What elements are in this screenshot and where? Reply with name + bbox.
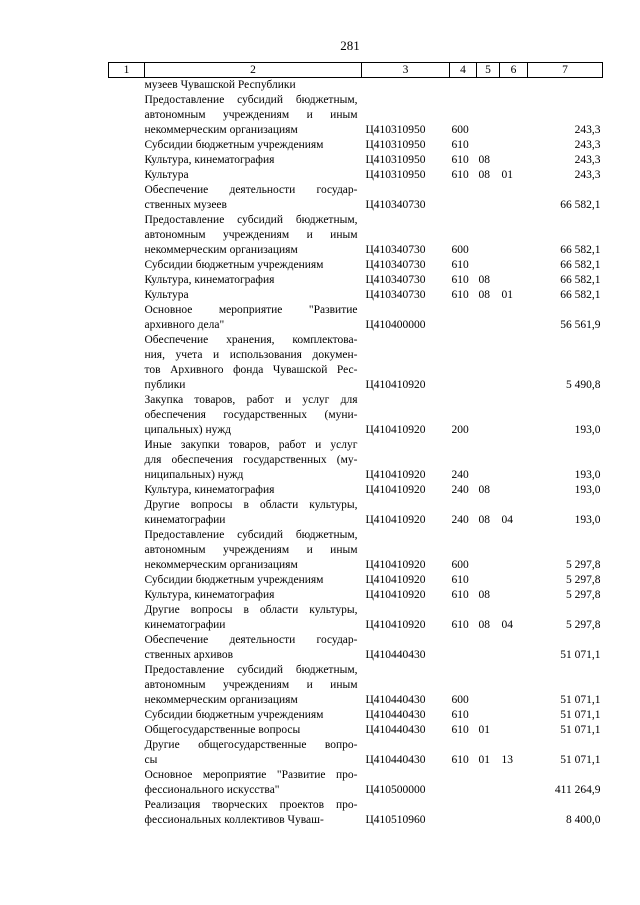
item-name-cell (145, 168, 362, 183)
section-code (477, 183, 500, 213)
table-body (109, 78, 603, 829)
item-name-cell (145, 663, 362, 708)
item-name-line: ственных музеев (144, 199, 227, 211)
amount-value: 243,3 (574, 154, 601, 166)
row-number-cell (109, 438, 145, 483)
target-article-code: Ц410410920 (365, 424, 426, 436)
row-number-cell (109, 708, 145, 723)
expense-type-code: 610 (451, 709, 469, 721)
table-row (109, 183, 603, 213)
section-code (477, 573, 500, 588)
section-code: 08 (478, 274, 490, 286)
amount-value: 5 297,8 (566, 619, 601, 631)
table-row (109, 588, 603, 603)
item-name-line: автономным учреждениям и иным (144, 109, 358, 121)
target-article-code: Ц410440430 (365, 754, 426, 766)
item-name-line: Субсидии бюджетным учреждениям (144, 574, 324, 586)
item-name-cell (145, 138, 362, 153)
item-name-line: для обеспечения государственных (му- (144, 454, 358, 466)
expense-type-code: 600 (451, 694, 469, 706)
subsection-code (500, 273, 528, 288)
item-name-line: Обеспечение деятельности государ- (144, 184, 358, 196)
item-name-line: публики (144, 379, 186, 391)
amount-value: 51 071,1 (560, 709, 601, 721)
table-row (109, 333, 603, 393)
item-name-line: архивного дела" (144, 319, 225, 331)
row-number-cell (109, 168, 145, 183)
item-name-cell (145, 183, 362, 213)
amount-value: 243,3 (574, 139, 601, 151)
item-name-cell (145, 153, 362, 168)
subsection-code (500, 483, 528, 498)
target-article-code (362, 78, 450, 94)
target-article-code: Ц410310950 (365, 139, 426, 151)
item-name-line: Субсидии бюджетным учреждениям (144, 709, 324, 721)
table-row (109, 663, 603, 708)
item-name-line: фессионального искусства" (144, 784, 280, 796)
expense-type-code: 610 (451, 754, 469, 766)
row-number-cell (109, 663, 145, 708)
table-row (109, 93, 603, 138)
section-code (477, 633, 500, 663)
amount-value: 66 582,1 (560, 199, 601, 211)
section-code (477, 798, 500, 828)
table-row (109, 168, 603, 183)
item-name-line: Культура, кинематография (144, 484, 275, 496)
subsection-code (500, 258, 528, 273)
item-name-line: некоммерческим организациям (144, 694, 298, 706)
section-code (477, 768, 500, 798)
item-name-cell (145, 258, 362, 273)
target-article-code: Ц410440430 (365, 724, 426, 736)
table-row (109, 603, 603, 633)
target-article-code: Ц410410920 (365, 469, 426, 481)
table-row (109, 273, 603, 288)
row-number-cell (109, 183, 145, 213)
subsection-code: 01 (501, 289, 513, 301)
column-header-2: 2 (145, 63, 362, 78)
amount-value: 5 490,8 (566, 379, 601, 391)
subsection-code (500, 138, 528, 153)
section-code (477, 438, 500, 483)
row-number-cell (109, 573, 145, 588)
column-header-5: 5 (477, 63, 500, 78)
expense-type-code: 610 (451, 139, 469, 151)
target-article-code: Ц410410920 (365, 574, 426, 586)
subsection-code (500, 798, 528, 828)
item-name-line: автономным учреждениям и иным (144, 544, 358, 556)
item-name-line: Другие общегосударственные вопро- (144, 739, 358, 751)
target-article-code: Ц410310950 (365, 154, 426, 166)
item-name-cell (145, 588, 362, 603)
expense-type-code: 610 (451, 619, 469, 631)
table-row (109, 483, 603, 498)
amount-value: 56 561,9 (560, 319, 601, 331)
item-name-cell (145, 333, 362, 393)
subsection-code (500, 183, 528, 213)
target-article-code: Ц410340730 (365, 289, 426, 301)
amount-value: 66 582,1 (560, 244, 601, 256)
item-name-line: Иные закупки товаров, работ и услуг (144, 439, 358, 451)
section-code: 08 (478, 619, 490, 631)
expense-type-code: 200 (451, 424, 469, 436)
item-name-line: Предоставление субсидий бюджетным, (144, 94, 358, 106)
item-name-line: Субсидии бюджетным учреждениям (144, 259, 324, 271)
amount-value: 411 264,9 (554, 784, 601, 796)
item-name-cell (145, 708, 362, 723)
amount-value: 243,3 (574, 124, 601, 136)
target-article-code: Ц410310950 (365, 169, 426, 181)
table-row (109, 78, 603, 94)
subsection-code (500, 723, 528, 738)
subsection-code (500, 588, 528, 603)
item-name-line: автономным учреждениям и иным (144, 679, 358, 691)
section-code: 08 (478, 289, 490, 301)
row-number-cell (109, 273, 145, 288)
section-code (477, 138, 500, 153)
amount-value: 5 297,8 (566, 574, 601, 586)
subsection-code (500, 633, 528, 663)
column-header-4: 4 (450, 63, 477, 78)
section-code (477, 708, 500, 723)
item-name-line: Культура, кинематография (144, 154, 275, 166)
target-article-code: Ц410410920 (365, 559, 426, 571)
expense-type-code: 610 (451, 274, 469, 286)
item-name-line: музеев Чувашской Республики (144, 79, 296, 91)
amount-value: 66 582,1 (560, 259, 601, 271)
subsection-code (500, 213, 528, 258)
target-article-code: Ц410340730 (365, 244, 426, 256)
target-article-code: Ц410310950 (365, 124, 426, 136)
item-name-cell (145, 528, 362, 573)
item-name-line: Обеспечение хранения, комплектова- (144, 334, 358, 346)
target-article-code: Ц410340730 (365, 274, 426, 286)
section-code: 08 (478, 169, 490, 181)
section-code (477, 258, 500, 273)
item-name-cell (145, 93, 362, 138)
budget-table-container (108, 62, 602, 828)
section-code (477, 78, 500, 94)
row-number-cell (109, 393, 145, 438)
target-article-code: Ц410440430 (365, 694, 426, 706)
target-article-code: Ц410410920 (365, 514, 426, 526)
row-number-cell (109, 498, 145, 528)
item-name-line: кинематографии (144, 514, 226, 526)
item-name-line: Другие вопросы в области культуры, (144, 604, 358, 616)
row-number-cell (109, 738, 145, 768)
item-name-line: Обеспечение деятельности государ- (144, 634, 358, 646)
page-number: 281 (340, 38, 360, 53)
table-row (109, 288, 603, 303)
row-number-cell (109, 288, 145, 303)
table-row (109, 708, 603, 723)
item-name-line: Реализация творческих проектов про- (144, 799, 358, 811)
amount-value: 243,3 (574, 169, 601, 181)
expense-type-code (450, 78, 477, 94)
item-name-line: обеспечения государственных (муни- (144, 409, 358, 421)
item-name-cell (145, 798, 362, 828)
table-row (109, 303, 603, 333)
amount-value: 51 071,1 (560, 649, 601, 661)
expense-type-code (450, 183, 477, 213)
row-number-cell (109, 528, 145, 573)
item-name-line: некоммерческим организациям (144, 124, 298, 136)
amount-value: 5 297,8 (566, 559, 601, 571)
table-row (109, 153, 603, 168)
section-code: 01 (478, 754, 490, 766)
amount-value: 66 582,1 (560, 274, 601, 286)
table-row (109, 138, 603, 153)
subsection-code (500, 768, 528, 798)
section-code (477, 303, 500, 333)
subsection-code (500, 438, 528, 483)
row-number-cell (109, 138, 145, 153)
item-name-line: кинематографии (144, 619, 226, 631)
section-code: 08 (478, 484, 490, 496)
table-row (109, 798, 603, 828)
item-name-cell (145, 573, 362, 588)
table-header-row (109, 63, 603, 78)
item-name-cell (145, 603, 362, 633)
expense-type-code: 610 (451, 169, 469, 181)
amount-value: 193,0 (574, 469, 601, 481)
expense-type-code: 610 (451, 154, 469, 166)
expense-type-code: 600 (451, 124, 469, 136)
table-row (109, 498, 603, 528)
item-name-cell (145, 768, 362, 798)
item-name-line: тов Архивного фонда Чувашской Рес- (144, 364, 358, 376)
subsection-code (500, 153, 528, 168)
target-article-code: Ц410440430 (365, 649, 426, 661)
row-number-cell (109, 768, 145, 798)
expense-type-code: 610 (451, 289, 469, 301)
subsection-code (500, 708, 528, 723)
column-header-6: 6 (500, 63, 528, 78)
section-code (477, 393, 500, 438)
item-name-line: Предоставление субсидий бюджетным, (144, 529, 358, 541)
item-name-cell (145, 723, 362, 738)
table-row (109, 738, 603, 768)
expense-type-code: 610 (451, 724, 469, 736)
target-article-code: Ц410340730 (365, 199, 426, 211)
item-name-cell (145, 288, 362, 303)
item-name-cell (145, 438, 362, 483)
amount-value: 66 582,1 (560, 289, 601, 301)
expense-type-code (450, 768, 477, 798)
target-article-code: Ц410410920 (365, 589, 426, 601)
row-number-cell (109, 723, 145, 738)
item-name-line: фессиональных коллективов Чуваш- (144, 814, 324, 826)
row-number-cell (109, 483, 145, 498)
row-number-cell (109, 303, 145, 333)
item-name-cell (145, 213, 362, 258)
item-name-line: Общегосударственные вопросы (144, 724, 301, 736)
item-name-line: ниципальных) нужд (144, 469, 244, 481)
table-row (109, 768, 603, 798)
row-number-cell (109, 798, 145, 828)
target-article-code: Ц410400000 (365, 319, 426, 331)
item-name-line: Предоставление субсидий бюджетным, (144, 214, 358, 226)
table-row (109, 528, 603, 573)
item-name-line: Культура, кинематография (144, 274, 275, 286)
table-row (109, 633, 603, 663)
target-article-code: Ц410510960 (365, 814, 426, 826)
expense-type-code: 600 (451, 244, 469, 256)
item-name-line: Культура (144, 169, 189, 181)
item-name-cell (145, 78, 362, 94)
amount-value: 51 071,1 (560, 754, 601, 766)
row-number-cell (109, 153, 145, 168)
amount-value: 193,0 (574, 514, 601, 526)
subsection-code (500, 573, 528, 588)
expense-type-code: 240 (451, 514, 469, 526)
item-name-line: ственных архивов (144, 649, 234, 661)
table-row (109, 213, 603, 258)
expense-type-code: 600 (451, 559, 469, 571)
subsection-code: 13 (501, 754, 513, 766)
amount-value: 193,0 (574, 424, 601, 436)
expense-type-code: 240 (451, 469, 469, 481)
subsection-code: 04 (501, 514, 513, 526)
target-article-code: Ц410410920 (365, 379, 426, 391)
subsection-code (500, 333, 528, 393)
subsection-code (500, 393, 528, 438)
item-name-line: Культура, кинематография (144, 589, 275, 601)
row-number-cell (109, 588, 145, 603)
amount-value (528, 78, 603, 94)
row-number-cell (109, 78, 145, 94)
row-number-cell (109, 93, 145, 138)
item-name-line: сы (144, 754, 158, 766)
section-code: 08 (478, 154, 490, 166)
subsection-code (500, 303, 528, 333)
subsection-code (500, 663, 528, 708)
row-number-cell (109, 333, 145, 393)
section-code: 08 (478, 589, 490, 601)
table-row (109, 573, 603, 588)
expense-type-code: 610 (451, 589, 469, 601)
target-article-code: Ц410440430 (365, 709, 426, 721)
table-row (109, 723, 603, 738)
row-number-cell (109, 633, 145, 663)
item-name-line: Закупка товаров, работ и услуг для (144, 394, 358, 406)
section-code (477, 213, 500, 258)
item-name-cell (145, 393, 362, 438)
expense-type-code (450, 633, 477, 663)
subsection-code (500, 528, 528, 573)
table-row (109, 393, 603, 438)
section-code: 08 (478, 514, 490, 526)
item-name-line: Другие вопросы в области культуры, (144, 499, 358, 511)
column-header-1: 1 (109, 63, 145, 78)
expense-type-code: 240 (451, 484, 469, 496)
column-header-3: 3 (362, 63, 450, 78)
target-article-code: Ц410500000 (365, 784, 426, 796)
item-name-line: Основное мероприятие "Развитие (144, 304, 358, 316)
section-code (477, 333, 500, 393)
row-number-cell (109, 603, 145, 633)
item-name-cell (145, 483, 362, 498)
item-name-line: Культура (144, 289, 189, 301)
item-name-cell (145, 498, 362, 528)
budget-table (108, 62, 603, 828)
target-article-code: Ц410410920 (365, 484, 426, 496)
table-row (109, 258, 603, 273)
amount-value: 51 071,1 (560, 694, 601, 706)
expense-type-code: 610 (451, 259, 469, 271)
item-name-line: Основное мероприятие "Развитие про- (144, 769, 358, 781)
section-code (477, 528, 500, 573)
row-number-cell (109, 213, 145, 258)
subsection-code: 04 (501, 619, 513, 631)
item-name-line: ципальных) нужд (144, 424, 232, 436)
subsection-code: 01 (501, 169, 513, 181)
expense-type-code (450, 333, 477, 393)
target-article-code: Ц410410920 (365, 619, 426, 631)
section-code (477, 663, 500, 708)
amount-value: 8 400,0 (566, 814, 601, 826)
item-name-cell (145, 273, 362, 288)
expense-type-code: 610 (451, 574, 469, 586)
table-row (109, 438, 603, 483)
item-name-line: Субсидии бюджетным учреждениям (144, 139, 324, 151)
subsection-code (500, 93, 528, 138)
amount-value: 5 297,8 (566, 589, 601, 601)
section-code: 01 (478, 724, 490, 736)
amount-value: 51 071,1 (560, 724, 601, 736)
subsection-code (500, 78, 528, 94)
expense-type-code (450, 798, 477, 828)
item-name-line: автономным учреждениям и иным (144, 229, 358, 241)
expense-type-code (450, 303, 477, 333)
item-name-cell (145, 738, 362, 768)
target-article-code: Ц410340730 (365, 259, 426, 271)
section-code (477, 93, 500, 138)
column-header-7: 7 (528, 63, 603, 78)
item-name-cell (145, 633, 362, 663)
amount-value: 193,0 (574, 484, 601, 496)
item-name-line: некоммерческим организациям (144, 559, 298, 571)
item-name-line: ния, учета и использования докумен- (144, 349, 358, 361)
item-name-line: Предоставление субсидий бюджетным, (144, 664, 358, 676)
row-number-cell (109, 258, 145, 273)
item-name-line: некоммерческим организациям (144, 244, 298, 256)
item-name-cell (145, 303, 362, 333)
